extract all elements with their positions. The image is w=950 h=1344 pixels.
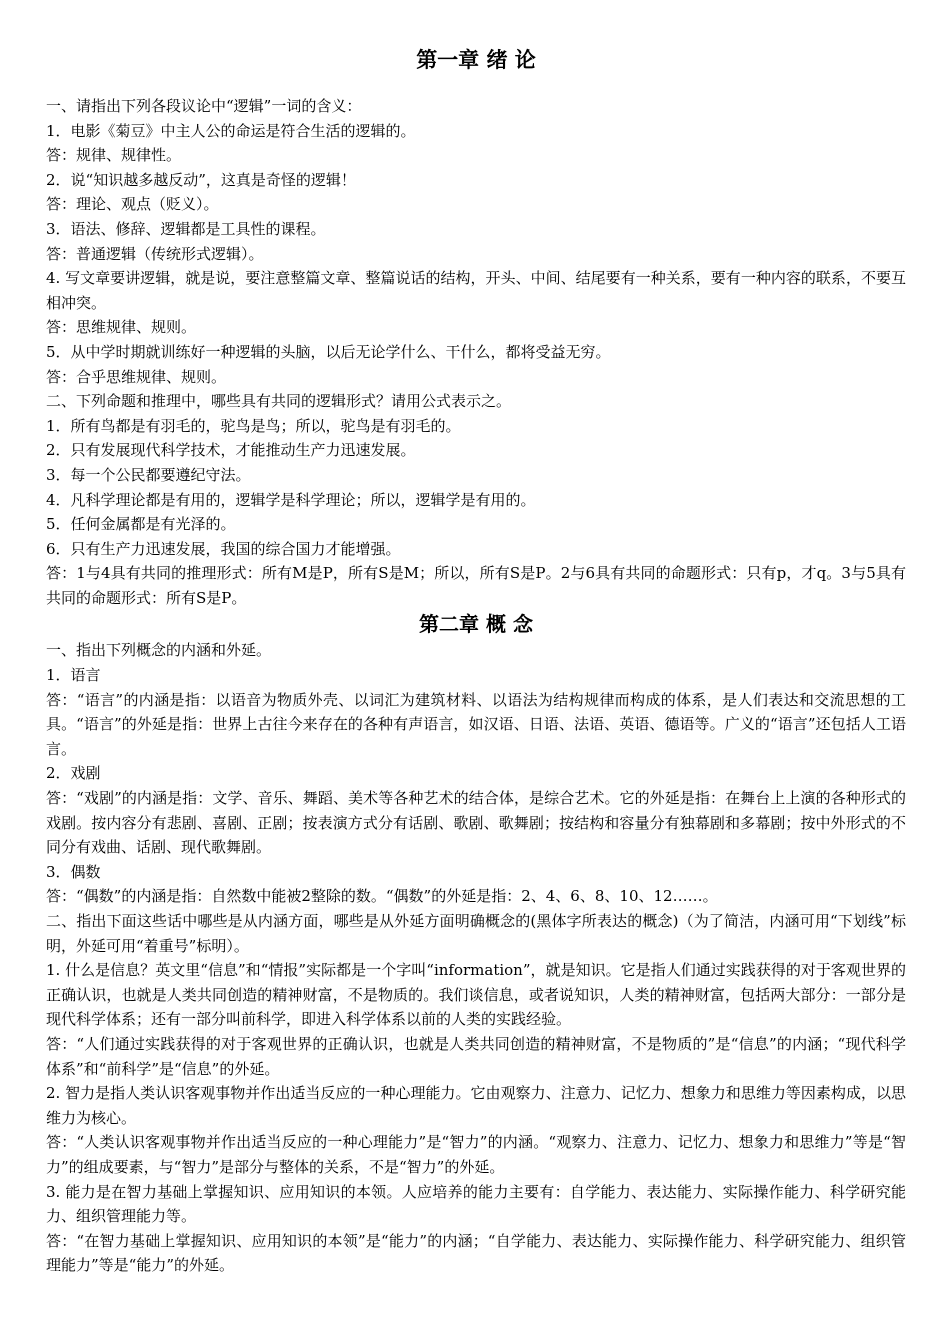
text-line: 3. 能力是在智力基础上掌握知识、应用知识的本领。人应培养的能力主要有：自学能力、表达能力、实际操作能力、科学研究能力、组织管理能力等。	[46, 1182, 906, 1226]
text-line: 答：“在智力基础上掌握知识、应用知识的本领”是“能力”的内涵；“自学能力、表达能力、实际操作能力、科学研究能力、组织管理能力”等是“能力”的外延。	[46, 1231, 906, 1275]
text-line: 答：规律、规律性。	[46, 146, 182, 165]
text-line: 4．凡科学理论都是有用的，逻辑学是科学理论；所以，逻辑学是有用的。	[46, 490, 536, 509]
text-line: 3．每一个公民都要遵纪守法。	[46, 465, 251, 484]
chapter-2-body	[46, 638, 906, 1277]
text-line: 1. 什么是信息？英文里“信息”和“情报”实际都是一个字叫“information”，就是知识。它是指人们通过实践获得的对于客观世界的正确认识，也就是人类共同创造的精神财富，不是物质的。我们谈信息，或者说知识，人类的精神财富，包括两大部分：一部分是现代科学体系；还有一部分叫前科学，即进入科学体系以前的人类的实践经验。	[46, 961, 906, 1029]
text-line: 答：“人类认识客观事物并作出适当反应的一种心理能力”是“智力”的内涵。“观察力、注意力、记忆力、想象力和思维力”等是“智力”的组成要素，与“智力”是部分与整体的关系，不是“智力”的外延。	[46, 1133, 906, 1176]
text-line: 答：“偶数”的内涵是指：自然数中能被2整除的数。“偶数”的外延是指：2、4、6、8、10、12……。	[46, 887, 718, 906]
text-line: 3．偶数	[46, 862, 101, 881]
text-line: 2．说“知识越多越反动”，这真是奇怪的逻辑！	[46, 170, 356, 189]
chapter-1-title: 第一章 绪 论	[416, 48, 536, 72]
text-line: 一、指出下列概念的内涵和外延。	[46, 641, 272, 660]
text-line: 1．语言	[46, 666, 101, 685]
text-line: 答：“人们通过实践获得的对于客观世界的正确认识，也就是人类共同创造的精神财富，不是物质的”是“信息”的内涵；“现代科学体系”和“前科学”是“信息”的外延。	[46, 1034, 906, 1078]
text-line: 一、请指出下列各段议论中“逻辑”一词的含义：	[46, 97, 362, 115]
text-line: 5．从中学时期就训练好一种逻辑的头脑，以后无论学什么、干什么，都将受益无穷。	[46, 342, 611, 361]
text-line: 4. 写文章要讲逻辑，就是说，要注意整篇文章、整篇说话的结构，开头、中间、结尾要有一种关系，要有一种内容的联系，不要互相冲突。	[46, 269, 906, 312]
text-line: 5．任何金属都是有光泽的。	[46, 515, 236, 534]
text-line: 答：理论、观点（贬义）。	[46, 195, 219, 214]
text-line: 二、下列命题和推理中，哪些具有共同的逻辑形式？请用公式表示之。	[46, 392, 512, 411]
text-line: 2．只有发展现代科学技术，才能推动生产力迅速发展。	[46, 441, 416, 460]
text-line: 1．所有鸟都是有羽毛的，驼鸟是鸟；所以，驼鸟是有羽毛的。	[46, 416, 461, 435]
text-line: 答：合乎思维规律、规则。	[46, 367, 227, 386]
text-line: 二、指出下面这些话中哪些是从内涵方面，哪些是从外延方面明确概念的(黑体字所表达的概念)（为了简洁，内涵可用“下划线”标明，外延可用“着重号”标明）。	[46, 912, 906, 955]
text-line: 2．戏剧	[46, 764, 101, 783]
text-line: 答：思维规律、规则。	[46, 318, 197, 337]
text-line: 答：“戏剧”的内涵是指：文学、音乐、舞蹈、美术等各种艺术的结合体，是综合艺术。它的外延是指：在舞台上上演的各种形式的戏剧。按内容分有悲剧、喜剧、正剧；按表演方式分有话剧、歌剧、歌舞剧；按结构和容量分有独幕剧和多幕剧；按中外形式的不同分有戏曲、话剧、现代歌舞剧。	[46, 789, 906, 857]
text-line: 3．语法、修辞、逻辑都是工具性的课程。	[46, 219, 326, 238]
chapter-2-title: 第二章 概 念	[419, 612, 533, 637]
text-line: 6．只有生产力迅速发展，我国的综合国力才能增强。	[46, 539, 401, 558]
text-line: 答：“语言”的内涵是指：以语音为物质外壳、以词汇为建筑材料、以语法为结构规律而构成的体系，是人们表达和交流思想的工具。“语言”的外延是指：世界上古往今来存在的各种有声语言，如汉语、日语、法语、英语、德语等。广义的“语言”还包括人工语言。	[46, 690, 906, 758]
text-line: 2. 智力是指人类认识客观事物并作出适当反应的一种心理能力。它由观察力、注意力、记忆力、想象力和思维力等因素构成，以思维力为核心。	[46, 1084, 906, 1127]
chapter-1-body	[46, 94, 906, 610]
text-line: 1．电影《菊豆》中主人公的命运是符合生活的逻辑的。	[46, 121, 416, 140]
chapter-1	[46, 44, 906, 610]
text-line: 答：普通逻辑（传统形式逻辑）。	[46, 244, 264, 263]
chapter-2	[46, 610, 906, 1277]
text-line: 答：1与4具有共同的推理形式：所有M是P，所有S是M；所以，所有S是P。2与6具有共同的命题形式：只有p，才q。3与5具有共同的命题形式：所有S是P。	[46, 564, 906, 607]
